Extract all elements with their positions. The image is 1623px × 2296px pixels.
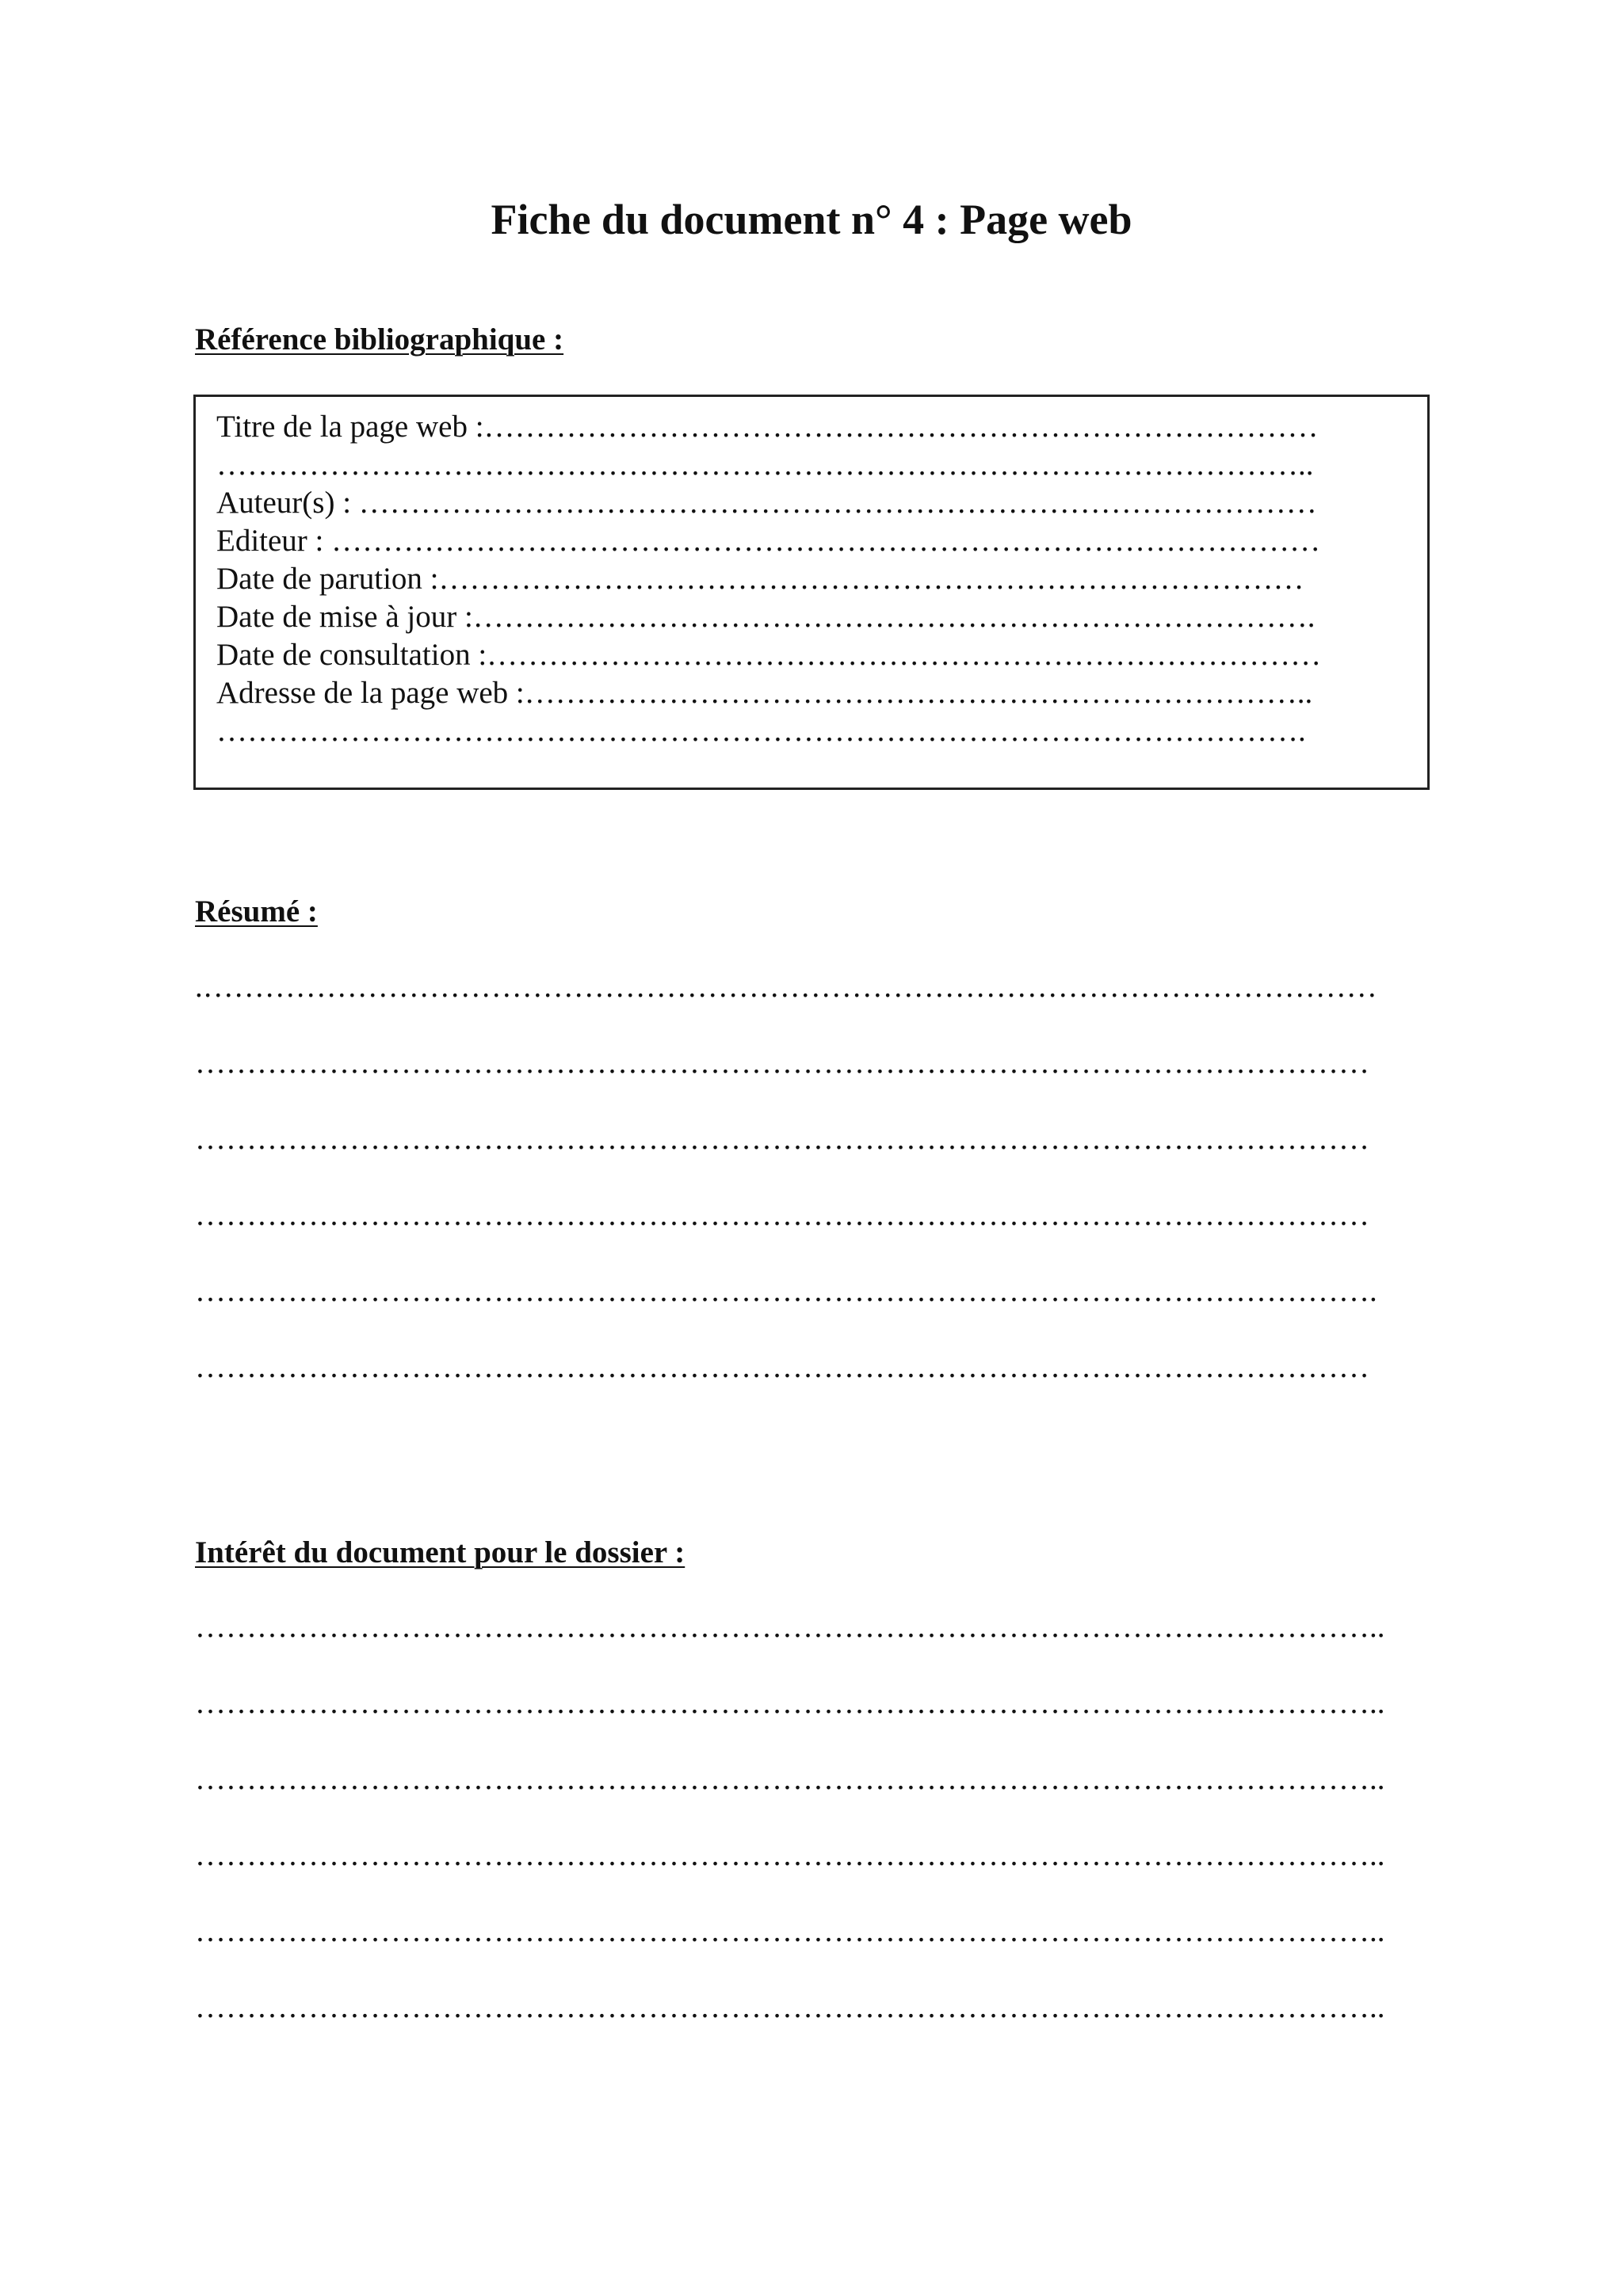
summary-line: .…………………………………………………………………………………………………… <box>195 970 1377 1004</box>
interest-line: …………………………………………………………………………………………………….. <box>195 1762 1385 1796</box>
interest-heading: Intérêt du document pour le dossier : <box>195 1535 685 1569</box>
reference-line-web-address: Adresse de la page web :………………………………………………………………….. <box>216 676 1313 710</box>
interest-line: …………………………………………………………………………………………………….. <box>195 1914 1385 1948</box>
reference-line-authors: Auteur(s) : ………………………………………………………………………………… <box>216 486 1317 520</box>
summary-line: ……………………………………………………………………………………………………. <box>195 1274 1377 1308</box>
summary-line: …………………………………………………………………………………………………… <box>195 1198 1369 1232</box>
summary-line: …………………………………………………………………………………………………… <box>195 1046 1369 1080</box>
summary-lines <box>195 968 1431 1425</box>
reference-lines <box>216 408 1405 750</box>
interest-lines <box>195 1608 1431 2065</box>
reference-box <box>193 395 1430 790</box>
interest-line: …………………………………………………………………………………………………….. <box>195 1610 1385 1644</box>
reference-line-publisher: Editeur : …………………………………………………………………………………… <box>216 524 1321 558</box>
summary-line: …………………………………………………………………………………………………… <box>195 1350 1369 1384</box>
reference-line-publication-date: Date de parution :………………………………………………………………………… <box>216 562 1304 596</box>
reference-heading: Référence bibliographique : <box>195 322 564 357</box>
reference-line-consultation-date: Date de consultation :……………………………………………………………………… <box>216 638 1322 672</box>
reference-line-title-continued: …………………………………………………………………………………………….. <box>216 448 1314 482</box>
interest-line: …………………………………………………………………………………………………….. <box>195 1686 1385 1720</box>
summary-heading: Résumé : <box>195 894 318 929</box>
interest-line: …………………………………………………………………………………………………….. <box>195 1990 1385 2024</box>
page-title: Fiche du document n° 4 : Page web <box>491 196 1132 243</box>
reference-line-web-address-continued: ……………………………………………………………………………………………. <box>216 714 1306 748</box>
reference-line-title: Titre de la page web :……………………………………………………………………… <box>216 410 1319 444</box>
reference-line-update-date: Date de mise à jour :………………………………………………………………………. <box>216 600 1316 634</box>
summary-line: …………………………………………………………………………………………………… <box>195 1122 1369 1156</box>
interest-line: …………………………………………………………………………………………………….. <box>195 1838 1385 1872</box>
